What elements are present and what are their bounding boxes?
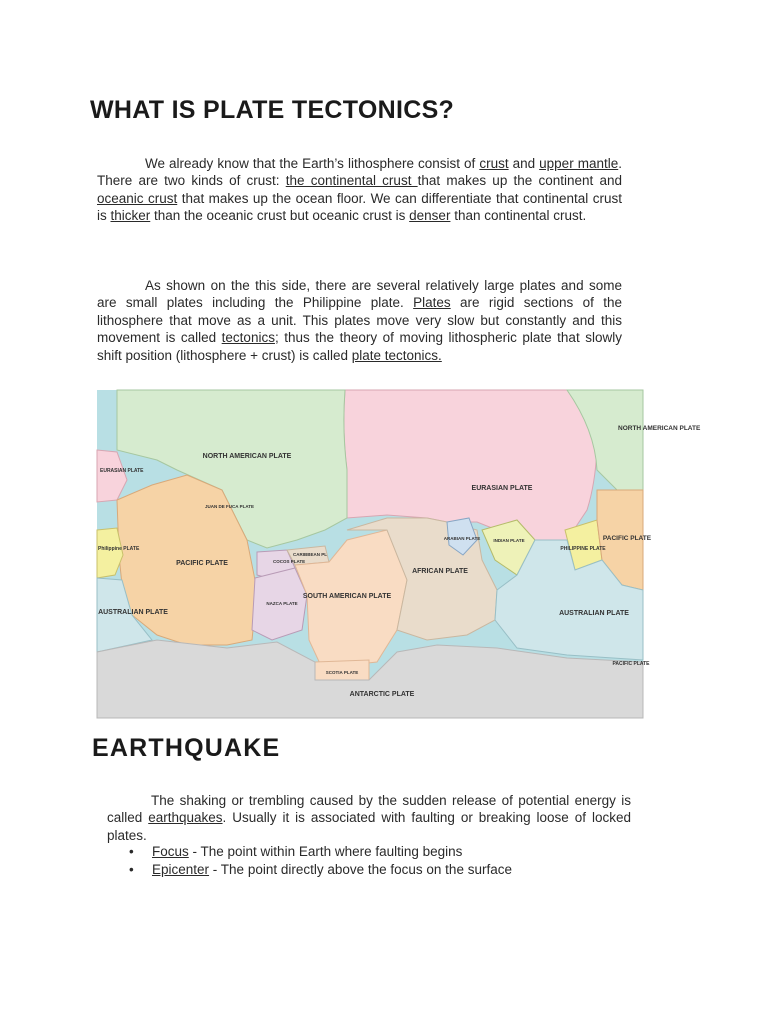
term-plate-tectonics: plate tectonics. <box>351 347 442 363</box>
label-eurasian: EURASIAN PLATE <box>471 485 533 492</box>
label-north-american-right: NORTH AMERICAN PLATE <box>618 425 701 432</box>
page-title: WHAT IS PLATE TECTONICS? <box>90 96 455 124</box>
label-african: AFRICAN PLATE <box>412 568 468 575</box>
label-philippine-left: Philippine PLATE <box>98 546 140 552</box>
label-pacific-bottom-right: PACIFIC PLATE <box>612 661 650 667</box>
label-pacific-right: PACIFIC PLATE <box>602 535 652 542</box>
label-cocos: COCOS PLATE <box>273 559 306 564</box>
label-caribbean: CARIBBEAN PL <box>293 552 328 557</box>
label-scotia: SCOTIA PLATE <box>325 670 359 675</box>
label-indian: INDIAN PLATE <box>493 538 525 543</box>
term-thicker: thicker <box>110 208 151 224</box>
paragraph-lithosphere: We already know that the Earth’s lithosphere consist of crust and upper mantle. There are two kinds of crust: the continental crust that makes up the continent and oceanic crust that makes up the ocean floor. We can differentiate that continental crust is thicker than the oceanic crust but oceanic crust is denser than continental crust. <box>97 156 622 224</box>
paragraph-earthquake: The shaking or trembling caused by the sudden release of potential energy is called earthquakes. Usually it is associated with faulting or breaking loose of locked plates. <box>107 793 631 843</box>
term-earthquakes: earthquakes <box>148 810 223 826</box>
label-australian-left: AUSTRALIAN PLATE <box>98 609 168 616</box>
term-focus: Focus <box>152 844 189 859</box>
term-tectonics: tectonics <box>221 330 275 346</box>
section-heading-earthquake: EARTHQUAKE <box>92 734 281 762</box>
label-south-american: SOUTH AMERICAN PLATE <box>302 593 392 600</box>
term-continental-crust: the continental crust <box>285 173 418 189</box>
bullet-icon: • <box>129 861 134 877</box>
label-antarctic: ANTARCTIC PLATE <box>349 691 415 698</box>
list-item: • Epicenter - The point directly above the focus on the surface <box>129 861 512 877</box>
term-denser: denser <box>409 208 451 224</box>
earthquake-terms-list <box>107 843 627 878</box>
label-pacific-left: PACIFIC PLATE <box>176 560 228 567</box>
paragraph-plates: As shown on the this side, there are several relatively large plates and some are small plates including the Philippine plate. Plates are rigid sections of the lithosphere that move as a unit. This plates move very slow but constantly and this movement is called tectonics; thus the theory of moving lithospheric plate that slowly shift position (lithosphere + crust) is called plate tectonics. <box>97 278 623 363</box>
term-upper-mantle: upper mantle <box>539 156 619 171</box>
plate-tectonics-map <box>97 390 701 718</box>
label-philippine-right: PHILIPPINE PLATE <box>560 546 606 552</box>
term-oceanic-crust: oceanic crust <box>97 190 178 206</box>
term-crust: crust <box>479 156 509 171</box>
label-australian-right: AUSTRALIAN PLATE <box>559 610 629 617</box>
label-nazca: NAZCA PLATE <box>266 601 298 606</box>
term-epicenter: Epicenter <box>152 861 210 877</box>
label-arabian: ARABIAN PLATE <box>443 536 481 541</box>
bullet-icon: • <box>129 844 134 859</box>
label-north-american-center: NORTH AMERICAN PLATE <box>202 453 292 460</box>
list-item: • Focus - The point within Earth where faulting begins <box>129 844 463 859</box>
term-plates: Plates <box>413 295 451 311</box>
label-eurasian-left: EURASIAN PLATE <box>100 468 144 474</box>
label-juan-de-fuca: JUAN DE FUCA PLATE <box>205 504 255 509</box>
